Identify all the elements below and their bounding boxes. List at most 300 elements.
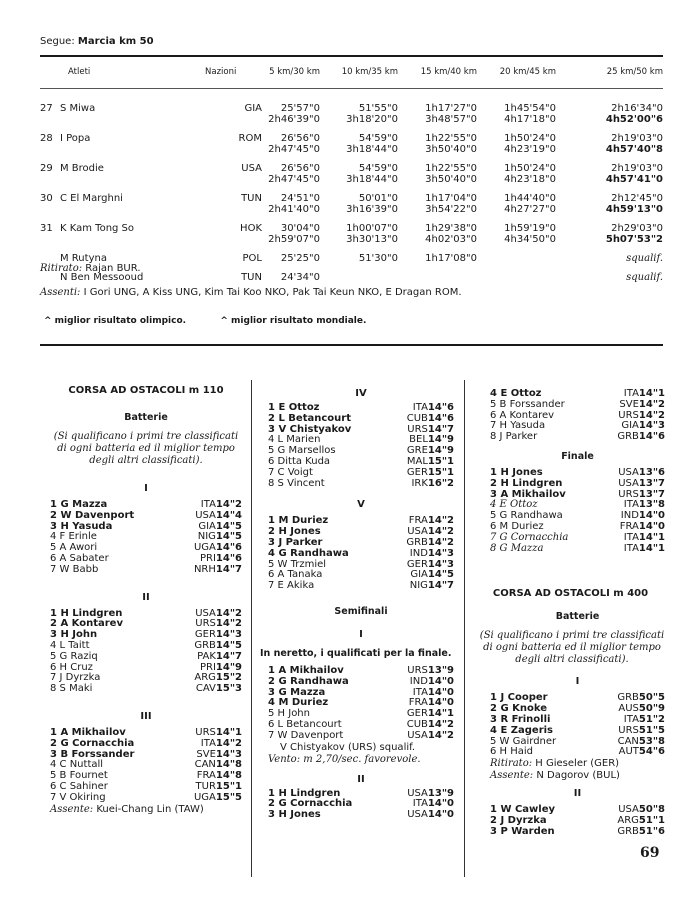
time: 14"9 xyxy=(427,445,454,457)
nation: SVE xyxy=(619,398,639,410)
nation: ROM xyxy=(238,133,262,144)
split-time: 1h17'27"0 xyxy=(425,103,477,114)
final-time: 4h52'00"6 xyxy=(605,114,663,125)
athlete-name: 2 G Knoke xyxy=(490,703,548,715)
nation: BEL xyxy=(409,434,428,446)
semi-note: In neretto, i qualificati per la finale. xyxy=(260,647,452,659)
column-divider-1 xyxy=(251,380,252,877)
400-heat-2-results xyxy=(490,805,665,837)
athlete-name: 6 H Cruz xyxy=(50,661,93,673)
athlete-name: 7 C Voigt xyxy=(268,466,313,478)
athlete-name: 3 J Parker xyxy=(268,536,323,548)
athlete-name: 1 J Cooper xyxy=(490,692,548,704)
nation: URS xyxy=(618,409,639,421)
column-divider-2 xyxy=(464,380,465,877)
nation: ITA xyxy=(200,737,216,749)
result-row xyxy=(268,810,454,821)
col-5km: 5 km/30 km xyxy=(269,67,320,77)
time: 15"5 xyxy=(215,791,242,803)
time: 14"0 xyxy=(427,697,454,709)
nation: GIA xyxy=(410,569,428,581)
time: 14"1 xyxy=(638,531,665,543)
time: 14"2 xyxy=(427,515,454,527)
time: 14"2 xyxy=(427,718,454,730)
nation: ITA xyxy=(623,542,639,554)
athlete-name: 2 G Cornacchia xyxy=(268,798,353,810)
athlete-name: 6 A Sabater xyxy=(50,552,109,564)
nation: FRA xyxy=(196,770,216,782)
athlete-name: 6 L Betancourt xyxy=(268,718,342,730)
split-time: 2h46'39"0 xyxy=(268,114,320,125)
rank: 30 xyxy=(40,193,53,204)
legend-mondiale: ^ miglior risultato mondiale. xyxy=(220,316,367,326)
marcia-row xyxy=(0,193,700,221)
semi-1-vento xyxy=(268,754,454,766)
time: 14"0 xyxy=(638,510,665,522)
athlete-name: 5 H John xyxy=(268,708,310,720)
athlete-name: 7 J Dyrzka xyxy=(50,672,101,684)
semi-label: I xyxy=(359,628,363,640)
athlete-name: 2 J Dyrzka xyxy=(490,814,547,826)
ostacoli400-title: CORSA AD OSTACOLI m 400 xyxy=(492,588,649,600)
split-time: 25'57"0 xyxy=(280,103,320,114)
result-row xyxy=(490,432,665,443)
final-time: 4h57'40"8 xyxy=(605,144,663,155)
nation: USA xyxy=(407,809,428,821)
ritirato-label: Ritirato: xyxy=(490,758,533,770)
athlete-name: 3 H Yasuda xyxy=(50,520,113,532)
time: 14"6 xyxy=(427,412,454,424)
athlete-name: 7 E Akika xyxy=(268,580,315,592)
nation: URS xyxy=(407,423,428,435)
nation: CUB xyxy=(406,412,428,424)
nation: GIA xyxy=(198,520,216,532)
nation: GIA xyxy=(244,103,262,114)
nation: FRA xyxy=(408,697,428,709)
split-time: 26'56"0 xyxy=(280,163,320,174)
nation: GRB xyxy=(617,431,639,443)
athlete-name: 7 G Cornacchia xyxy=(490,531,569,543)
split-time: 1h29'38"0 xyxy=(425,223,477,234)
athlete-name: 7 V Okiring xyxy=(50,791,106,803)
athlete-name: 4 M Duriez xyxy=(268,697,329,709)
split-time: 1h22'55"0 xyxy=(425,133,477,144)
ostacoli110-note: (Si qualificano i primi tre classificati di ogni batteria ed il miglior tempo degli altri classificati). xyxy=(53,431,239,466)
athlete-name: 1 W Cawley xyxy=(490,804,556,816)
time: 14"8 xyxy=(215,759,242,771)
athlete-name: 6 C Sahiner xyxy=(50,780,108,792)
semi-1-results xyxy=(268,666,454,742)
heat-4-results xyxy=(268,403,454,489)
nation: PRI xyxy=(199,552,216,564)
col-25km: 25 km/50 km xyxy=(606,67,663,77)
split-time: 3h18'44"0 xyxy=(346,144,398,155)
assente-label: Assente: xyxy=(490,770,534,782)
heat-label: I xyxy=(575,676,580,688)
page-header xyxy=(40,36,154,47)
split-time: 54'59"0 xyxy=(358,163,398,174)
result-row xyxy=(268,581,454,592)
assente-text: N Dagorov (BUL) xyxy=(536,770,620,782)
time: 14"2 xyxy=(215,737,242,749)
nation: IND xyxy=(409,547,428,559)
nation: ITA xyxy=(412,798,428,810)
400-heat-1-results xyxy=(490,693,665,758)
split-time: 4h17'18"0 xyxy=(504,114,556,125)
ostacoli400-batterie-label: Batterie xyxy=(555,611,600,623)
athlete-name: 1 E Ottoz xyxy=(268,402,320,413)
assenti-text: I Gori UNG, A Kiss UNG, Kim Tai Koo NKO, Pak Tai Keun NKO, E Dragan ROM. xyxy=(83,287,462,298)
time: 14"3 xyxy=(215,748,242,760)
split-time: 1h22'55"0 xyxy=(425,163,477,174)
time: 13"9 xyxy=(427,664,454,676)
split-time: 2h59'07"0 xyxy=(268,234,320,245)
time: 14"7 xyxy=(427,423,454,435)
athlete-name: 7 W Babb xyxy=(50,563,99,575)
nation: TUN xyxy=(241,272,262,283)
split-time: 25'25"0 xyxy=(280,253,320,264)
athlete-name: 4 L Taitt xyxy=(50,639,90,651)
athlete-name: 8 S Vincent xyxy=(268,477,325,489)
rank: 28 xyxy=(40,133,53,144)
split-time: 4h02'03"0 xyxy=(425,234,477,245)
semi-1-squalif: V Chistyakov (URS) squalif. xyxy=(280,741,416,753)
athlete-name: 3 H Jones xyxy=(268,809,321,821)
time: 14"2 xyxy=(638,398,665,410)
split-time: 3h18'20"0 xyxy=(346,114,398,125)
time: 13"7 xyxy=(638,488,665,500)
athlete-name: M Brodie xyxy=(60,163,104,174)
nation: URS xyxy=(618,488,639,500)
split-time: 1h50'24"0 xyxy=(504,163,556,174)
split-time: 26'56"0 xyxy=(280,133,320,144)
time: 14"2 xyxy=(215,618,242,630)
time: 14"7 xyxy=(215,650,242,662)
time: 14"0 xyxy=(427,686,454,698)
nation: SVE xyxy=(196,748,216,760)
marcia-row xyxy=(0,133,700,161)
split-time: 4h34'50"0 xyxy=(504,234,556,245)
athlete-name: 2 A Kontarev xyxy=(50,618,123,630)
finale-results xyxy=(490,468,665,554)
split-time: 24'34"0 xyxy=(280,272,320,283)
nation: MAL xyxy=(406,455,428,467)
marcia-row xyxy=(0,163,700,191)
header-prefix: Segue: xyxy=(40,36,75,47)
page-number: 69 xyxy=(640,845,660,861)
split-time: 2h19'03"0 xyxy=(611,163,663,174)
athlete-name: 1 G Mazza xyxy=(50,499,108,510)
rank: 27 xyxy=(40,103,53,114)
result-row xyxy=(490,544,665,555)
result-row xyxy=(490,479,665,490)
400-heat-1-ritirato xyxy=(490,758,665,770)
split-time: 1h17'04"0 xyxy=(425,193,477,204)
time: 13"7 xyxy=(638,477,665,489)
nation: ARG xyxy=(617,814,639,826)
header-rule xyxy=(40,88,663,89)
section-rule xyxy=(40,344,663,346)
ostacoli110-title: CORSA AD OSTACOLI m 110 xyxy=(68,385,224,396)
athlete-name: 2 H Jones xyxy=(268,526,321,538)
athlete-name: K Kam Tong So xyxy=(60,223,135,234)
nation: ITA xyxy=(200,499,216,510)
result-row xyxy=(268,468,454,479)
athlete-name: 8 S Maki xyxy=(50,683,93,695)
nation: GRB xyxy=(617,692,639,704)
assenti-note xyxy=(40,287,462,298)
col-15km: 15 km/40 km xyxy=(420,67,477,77)
marcia-row xyxy=(0,103,700,131)
athlete-name: S Miwa xyxy=(60,103,96,114)
nation: AUT xyxy=(618,746,639,758)
result-row xyxy=(50,793,242,804)
time: 14"3 xyxy=(215,629,242,641)
athlete-name: 8 G Mazza xyxy=(490,542,544,554)
nation: USA xyxy=(195,509,216,521)
split-time: 3h50'40"0 xyxy=(425,174,477,185)
athlete-name: 5 G Marsellos xyxy=(268,445,336,457)
nation: GER xyxy=(406,466,428,478)
athlete-name: 1 H Jones xyxy=(490,466,543,478)
heat-2-results xyxy=(50,609,242,695)
nation: GRB xyxy=(406,536,428,548)
time: 15"3 xyxy=(215,683,242,695)
time: 14"2 xyxy=(215,499,242,510)
split-time: 24'51"0 xyxy=(280,193,320,204)
athlete-name: 1 A Mikhailov xyxy=(268,664,344,676)
nation: USA xyxy=(618,466,639,478)
split-time: 3h18'44"0 xyxy=(346,174,398,185)
time: 13"8 xyxy=(638,499,665,511)
nation: URS xyxy=(195,618,216,630)
time: 53"8 xyxy=(638,735,665,747)
col-atleti: Atleti xyxy=(68,67,91,77)
split-time: 2h47'45"0 xyxy=(268,144,320,155)
heat-label: I xyxy=(144,483,148,494)
nation: GIA xyxy=(621,420,639,432)
nation: GRB xyxy=(194,639,216,651)
ritirato-text: Rajan BUR. xyxy=(85,263,141,274)
nation: ITA xyxy=(412,402,428,413)
400-heat-1-assente xyxy=(490,770,665,782)
split-time: 3h48'57"0 xyxy=(425,114,477,125)
time: 14"5 xyxy=(215,531,242,543)
split-time: 3h54'22"0 xyxy=(425,204,477,215)
time: 50"8 xyxy=(638,804,665,816)
athlete-name: 2 L Betancourt xyxy=(268,412,351,424)
time: 14"8 xyxy=(215,770,242,782)
result-row xyxy=(268,731,454,742)
nation: USA xyxy=(618,804,639,816)
split-time: 4h23'19"0 xyxy=(504,144,556,155)
ritirato-text: H Gieseler (GER) xyxy=(535,758,620,770)
nation: GRE xyxy=(406,445,428,457)
ostacoli400-note: (Si qualificano i primi tre classificati di ogni batteria ed il miglior tempo degli altri classificati). xyxy=(479,630,665,666)
time: 14"5 xyxy=(215,639,242,651)
time: 54"6 xyxy=(638,746,665,758)
time: 14"9 xyxy=(215,661,242,673)
time: 16"2 xyxy=(427,477,454,489)
time: 13"9 xyxy=(427,787,454,799)
heat-label: IV xyxy=(355,388,367,399)
final-time: 5h07'53"2 xyxy=(605,234,663,245)
split-time: 1h00'07"0 xyxy=(346,223,398,234)
athlete-name: 4 F Erinle xyxy=(50,531,97,543)
column-3 xyxy=(479,388,665,838)
athlete-name: 1 M Duriez xyxy=(268,515,329,527)
time: 14"9 xyxy=(427,434,454,446)
athlete-name: 2 G Cornacchia xyxy=(50,737,135,749)
time: 14"5 xyxy=(215,520,242,532)
nation: UGA xyxy=(193,542,216,554)
athlete-name: 7 H Yasuda xyxy=(490,420,546,432)
nation: USA xyxy=(241,163,262,174)
nation: USA xyxy=(618,477,639,489)
split-time: 2h29'03"0 xyxy=(611,223,663,234)
time: 14"7 xyxy=(215,563,242,575)
time: 14"2 xyxy=(427,536,454,548)
athlete-name: 5 B Forssander xyxy=(490,398,565,410)
heat-1-results xyxy=(50,500,242,576)
athlete-name: 6 M Duriez xyxy=(490,520,544,532)
athlete-name: 4 E Ottoz xyxy=(490,388,542,399)
nation: URS xyxy=(618,724,639,736)
result-row xyxy=(50,739,242,750)
split-time: 1h17'08"0 xyxy=(425,253,477,264)
time: 50"5 xyxy=(638,692,665,704)
rank: 31 xyxy=(40,223,53,234)
nation: USA xyxy=(407,729,428,741)
nation: ITA xyxy=(623,499,639,511)
athlete-name: 6 A Tanaka xyxy=(268,569,323,581)
nation: ITA xyxy=(623,388,639,399)
result-row xyxy=(50,565,242,576)
assenti-label: Assenti: xyxy=(40,287,81,298)
result-row xyxy=(490,533,665,544)
split-time: 2h47'45"0 xyxy=(268,174,320,185)
time: 14"0 xyxy=(427,798,454,810)
athlete-name: 5 B Fournet xyxy=(50,770,108,782)
nation: FRA xyxy=(408,515,428,527)
athlete-name: 4 E Ottoz xyxy=(490,499,538,511)
time: 14"7 xyxy=(427,580,454,592)
heat-3-absent-text: Kuei-Chang Lin (TAW) xyxy=(96,803,204,815)
time: 14"1 xyxy=(215,726,242,738)
split-time: squalif. xyxy=(626,272,663,283)
final-time: 4h57'41"0 xyxy=(605,174,663,185)
nation: USA xyxy=(407,526,428,538)
athlete-name: 3 V Chistyakov xyxy=(268,423,352,435)
athlete-name: 3 R Frinolli xyxy=(490,713,551,725)
heat-3-absent xyxy=(50,804,242,816)
col-nazioni: Nazioni xyxy=(205,67,237,77)
time: 14"5 xyxy=(427,569,454,581)
time: 14"2 xyxy=(427,526,454,538)
athlete-name: 3 G Mazza xyxy=(268,686,326,698)
nation: UGA xyxy=(193,791,216,803)
time: 15"1 xyxy=(215,780,242,792)
split-time: 4h23'18"0 xyxy=(504,174,556,185)
split-time: 3h30'13"0 xyxy=(346,234,398,245)
athlete-name: 5 W Trzmiel xyxy=(268,558,327,570)
time: 15"1 xyxy=(427,455,454,467)
nation: GER xyxy=(194,629,216,641)
time: 51"6 xyxy=(638,825,665,837)
split-time: 3h16'39"0 xyxy=(346,204,398,215)
athlete-name: C El Marghni xyxy=(60,193,123,204)
time: 14"6 xyxy=(215,542,242,554)
top-rule xyxy=(40,55,663,57)
nation: USA xyxy=(407,787,428,799)
heat-label: III xyxy=(140,710,152,722)
nation: POL xyxy=(242,253,262,264)
nation: IND xyxy=(620,510,639,522)
result-row xyxy=(50,511,242,522)
nation: NIG xyxy=(197,531,216,543)
athlete-name: 3 P Warden xyxy=(490,825,555,837)
ostacoli110-batterie-label: Batterie xyxy=(124,412,168,423)
nation: GER xyxy=(406,708,428,720)
nation: NIG xyxy=(409,580,428,592)
athlete-name: 2 W Davenport xyxy=(50,509,135,521)
nation: CAV xyxy=(195,683,216,695)
athlete-name: 6 H Haid xyxy=(490,746,534,758)
time: 51"1 xyxy=(638,814,665,826)
time: 14"6 xyxy=(215,552,242,564)
time: 14"1 xyxy=(638,542,665,554)
result-row xyxy=(490,747,665,758)
nation: CAN xyxy=(617,735,639,747)
heat-label: V xyxy=(357,499,365,511)
header-title: Marcia km 50 xyxy=(77,36,154,47)
athlete-name: 3 H John xyxy=(50,629,98,641)
final-time: 4h59'13"0 xyxy=(605,204,663,215)
semi-2-results xyxy=(268,789,454,821)
nation: PAK xyxy=(197,650,216,662)
nation: URS xyxy=(195,726,216,738)
athlete-name: 5 G Raziq xyxy=(50,650,98,662)
nation: ITA xyxy=(623,531,639,543)
time: 13"6 xyxy=(638,466,665,478)
split-time: 30'04"0 xyxy=(280,223,320,234)
result-row xyxy=(268,479,454,490)
athlete-name: 4 C Nuttall xyxy=(50,759,104,771)
nation: FRA xyxy=(619,520,639,532)
time: 14"6 xyxy=(427,402,454,413)
split-time: 1h59'19"0 xyxy=(504,223,556,234)
heat-5-results xyxy=(268,516,454,592)
time: 14"0 xyxy=(427,675,454,687)
athlete-name: M Rutyna xyxy=(60,253,107,264)
heat-3-results xyxy=(50,728,242,804)
ritirato-label: Ritirato: xyxy=(40,263,83,274)
marcia-row xyxy=(0,223,700,251)
split-time: 51'55"0 xyxy=(358,103,398,114)
nation: GRB xyxy=(617,825,639,837)
split-time: 2h12'45"0 xyxy=(611,193,663,204)
athlete-name: 8 J Parker xyxy=(490,431,538,443)
time: 14"3 xyxy=(427,558,454,570)
time: 51"2 xyxy=(638,713,665,725)
athlete-name: 6 A Kontarev xyxy=(490,409,555,421)
result-row xyxy=(268,677,454,688)
athlete-name: 3 B Forssander xyxy=(50,748,135,760)
athlete-name: 5 G Randhawa xyxy=(490,510,563,522)
athlete-name: 3 A Mikhailov xyxy=(490,488,566,500)
vento-text: Vento: m 2,70/sec. favorevole. xyxy=(268,753,421,765)
result-row xyxy=(268,549,454,560)
